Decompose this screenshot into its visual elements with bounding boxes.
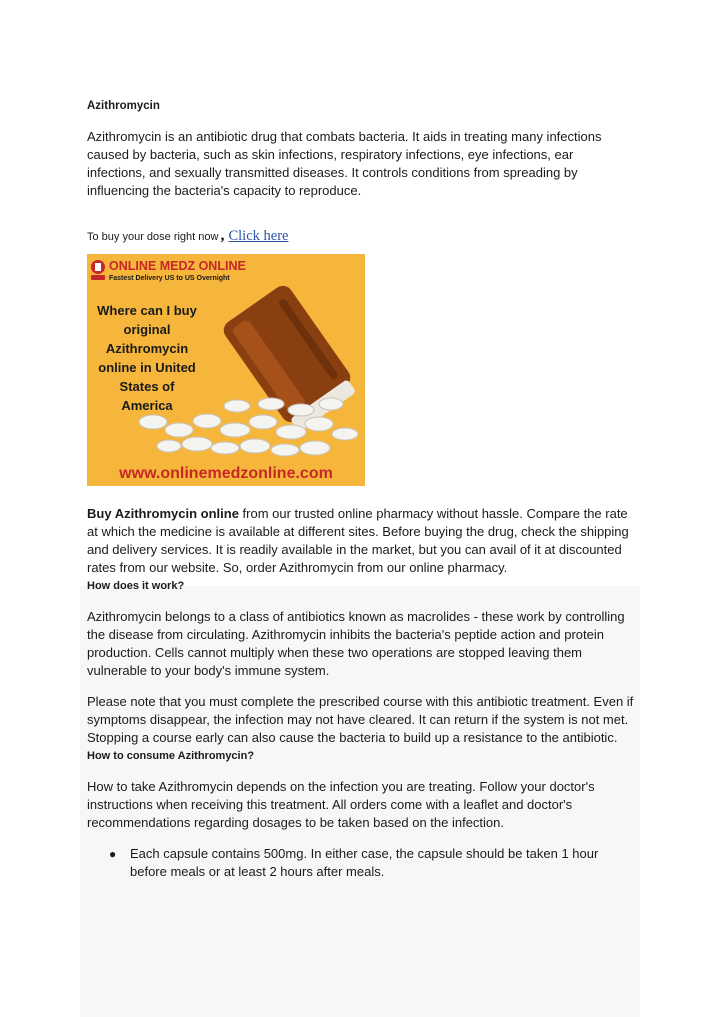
promo-banner: [87, 254, 365, 486]
buy-online-paragraph: [87, 505, 635, 577]
banner-headline-line-5: States of: [119, 379, 175, 394]
buy-comma: ,: [220, 227, 225, 244]
consume-paragraph: How to take Azithromycin depends on the infection you are treating. Follow your doctor's instructions when receiving this treatment. All orders come with a leaflet and doctor's recommendations regarding dosages to be taken based on the infection.: [87, 779, 595, 830]
bullet-icon: ●: [109, 847, 117, 861]
list-item: [87, 845, 635, 881]
banner-headline-line-1: Where can I buy: [97, 303, 197, 318]
banner-brand: ONLINE MEDZ ONLINE: [109, 259, 246, 273]
pharmacy-logo-icon: [91, 260, 105, 280]
document-body: [87, 96, 635, 881]
dosage-list: [87, 845, 635, 881]
buy-online-bold: Buy Azithromycin online: [87, 506, 239, 521]
banner-headline-line-6: America: [121, 398, 173, 413]
banner-headline-line-3: Azithromycin: [105, 341, 189, 356]
banner-website: www.onlinemedzonline.com: [119, 465, 333, 482]
document-title: Azithromycin: [87, 100, 160, 112]
how-it-works-heading: How does it work?: [87, 580, 185, 592]
banner-tagline: Fastest Delivery US to US Overnight: [109, 275, 230, 282]
click-here-link[interactable]: Click here: [228, 228, 289, 244]
how-paragraph-1: Azithromycin belongs to a class of antibiotics known as macrolides - these work by controlling the disease from circulating. Azithromycin inhibits the bacteria's peptide action and protein production. Cells cannot multiply when these two operations are stopped leaving them vulnerable to your body's immune system.: [87, 609, 625, 678]
promo-banner-graphic: [87, 254, 365, 486]
list-item-text: Each capsule contains 500mg. In either case, the capsule should be taken 1 hour before meals or at least 2 hours after meals.: [130, 846, 599, 879]
banner-headline-line-4: online in United: [98, 360, 196, 375]
buy-line: [87, 224, 635, 248]
intro-paragraph: Azithromycin is an antibiotic drug that combats bacteria. It aids in treating many infections caused by bacteria, such as skin infections, respiratory infections, eye infections, ear infections, and sexually transmitted diseases. It controls conditions from spreading by influencing the bacteria's capacity to reproduce.: [87, 129, 602, 198]
buy-online-rest: from our trusted online pharmacy without hassle. Compare the rate at which the medicine is available at different sites. Before buying the drug, check the shipping and delivery services. It is readily available in the market, but you can avail of it at discounted rates from our website. So, order Azithromycin from our online pharmacy.: [87, 506, 629, 575]
banner-headline-line-2: original: [123, 322, 171, 337]
how-paragraph-2: Please note that you must complete the prescribed course with this antibiotic treatment. Even if symptoms disappear, the infection may not have cleared. It can return if the system is not met. Stopping a course early can also cause the bacteria to build up a resistance to the antibiotic.: [87, 694, 634, 745]
buy-prefix: To buy your dose right now: [87, 231, 219, 243]
consume-heading: How to consume Azithromycin?: [87, 750, 255, 762]
